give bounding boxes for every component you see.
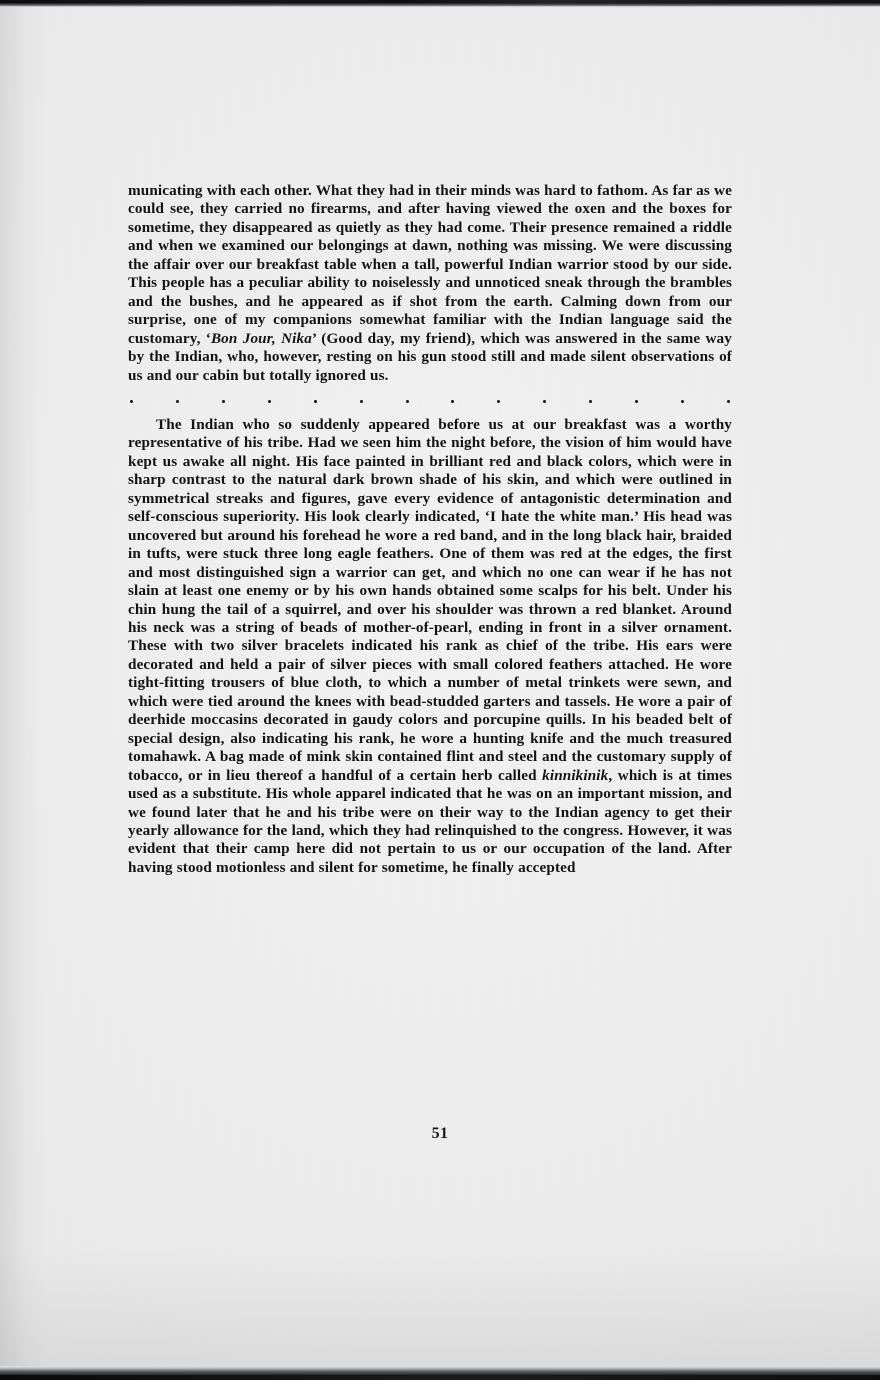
separator-dot — [314, 400, 317, 403]
paragraph-1 — [128, 182, 732, 385]
separator-dot — [222, 400, 225, 403]
scan-edge-top — [0, 0, 880, 7]
separator-dot — [635, 400, 638, 403]
separator-dot — [451, 400, 454, 403]
paragraph-2 — [128, 416, 732, 877]
paragraph-2-italic-kinnikinik: kinnikinik — [542, 766, 609, 784]
text-column — [128, 182, 732, 877]
dotted-separator — [128, 389, 732, 415]
separator-dot — [130, 400, 133, 403]
left-gutter-shadow — [0, 7, 46, 1366]
separator-dot — [268, 400, 271, 403]
separator-dot — [176, 400, 179, 403]
paragraph-1-run-1: municating with each other. What they had in their minds was hard to fathom. As far as we could see, they carried no firearms, and after having viewed the oxen and the boxes for sometime, they disappeared as quietly as they had come. Their presence remained a riddle and when we examined our belongings at dawn, nothing was missing. We were discussing the affair over our breakfast table when a tall, powerful Indian warrior stood by our side. This people has a peculiar ability to noiselessly and unnoticed sneak through the brambles and the bushes, and he appeared as if shot from the earth. Calming down from our surprise, one of my companions somewhat familiar with the Indian language said the customary, ‘ — [128, 182, 732, 347]
paragraph-1-run-3: ’ (Good day, my friend), which was answered in the same way by the Indian, who, however, resting on his gun stood still and made silent observations of us and our cabin but totally ignored us. — [128, 329, 732, 384]
separator-dot — [727, 400, 730, 403]
separator-dot — [497, 400, 500, 403]
paragraph-2-run-1: The Indian who so suddenly appeared before us at our breakfast was a worthy representative of his tribe. Had we seen him the night before, the vision of him would have kept us awake all night. His face painted in brilliant red and black colors, which were in sharp contrast to the natural dark brown shade of his skin, and which were outlined in symmetrical streaks and figures, gave every evidence of antagonistic determination and self-conscious superiority. His look clearly indicated, ‘I hate the white man.’ His head was uncovered but around his forehead he wore a red band, and in the long black hair, braided in tufts, were stuck three long eagle feathers. One of them was red at the edges, the first and most distinguished sign a warrior can get, and which no one can wear if he has not slain at least one enemy or by his own hands obtained some scalps for his belt. Under his chin hung the tail of a squirrel, and over his shoulder was thrown a red blanket. Around his neck was a string of beads of mother-of-pearl, ending in front in a silver ornament. These with two silver bracelets indicated his rank as chief of the tribe. His ears were decorated and held a pair of silver pieces with small colored feathers attached. He wore tight-fitting trousers of blue cloth, to which a number of metal trinkets were sewn, and which were tied around the knees with bead-studded garters and tassels. He wore a pair of deerhide moccasins decorated in gaudy colors and porcupine quills. In his beaded belt of special design, also indicating his rank, he wore a hunting knife and the much treasured tomahawk. A bag made of mink skin contained flint and steel and the customary supply of tobacco, or in lieu thereof a handful of a certain herb called — [128, 415, 732, 784]
separator-dot — [543, 400, 546, 403]
separator-dot — [589, 400, 592, 403]
scan-edge-bottom — [0, 1366, 880, 1380]
separator-dot — [681, 400, 684, 403]
separator-dot — [360, 400, 363, 403]
bottom-page-shadow — [0, 1246, 880, 1366]
paragraph-1-italic-bon-jour-nika: Bon Jour, Nika — [210, 329, 312, 347]
separator-dot — [406, 400, 409, 403]
page-number: 51 — [431, 1125, 449, 1142]
paragraph-2-run-3: , which is at times used as a substitute. His whole apparel indicated that he was on an important mission, and we found later that he and his tribe were on their way to the Indian agency to get their yearly allowance for the land, which they had relinquished to the congress. However, it was evident that their camp here did not pertain to us or our occupation of the land. After having stood motionless and silent for sometime, he finally accepted — [128, 766, 732, 876]
